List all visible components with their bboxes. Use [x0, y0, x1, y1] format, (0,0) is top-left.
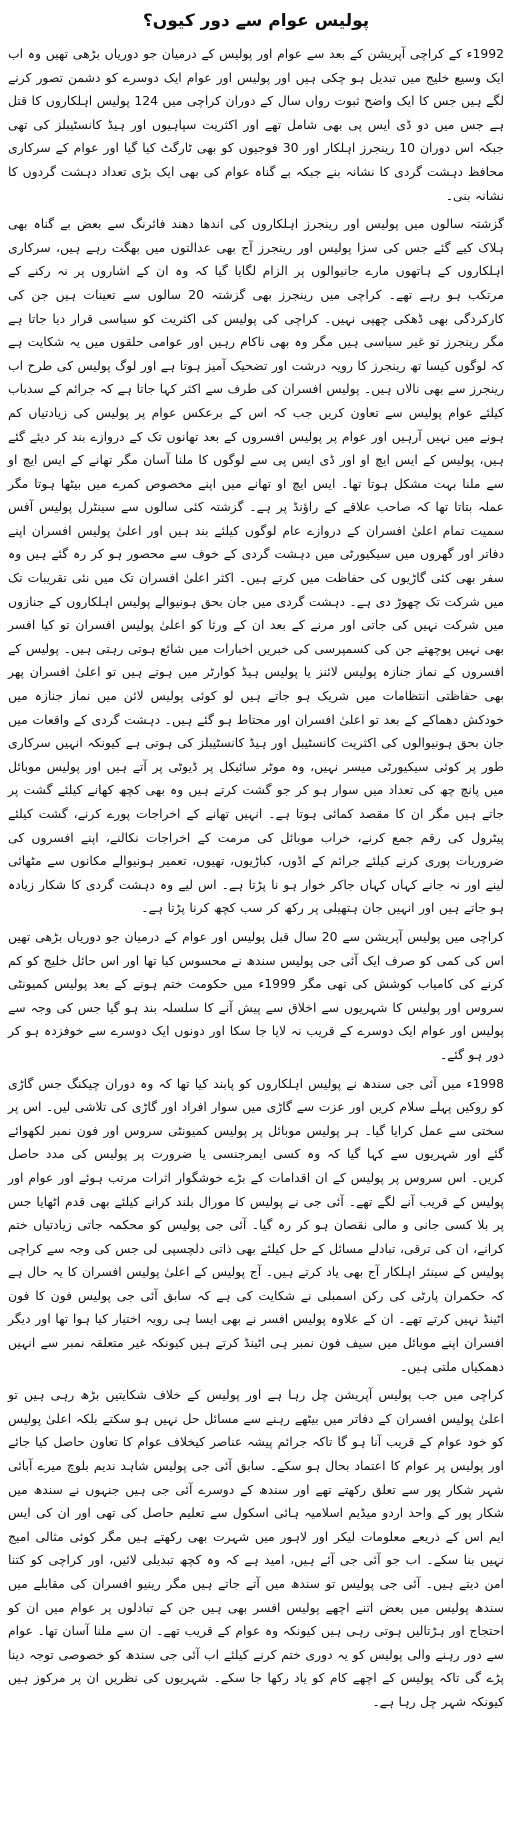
article-paragraph-2: گزشتہ سالوں میں پولیس اور رینجرز اہلکاروں کی اندھا دھند فائرنگ سے بعض بے گناہ بھی ہلاک کیے گئے جس کی سزا پولیس اور رینجرز آج بھی عدالتوں میں بھگت رہے ہیں، سرکاری اہلکاروں کے ہاتھوں مارے جانیوالوں پر الزام لگایا گیا کہ وہ ان کے اشاروں پر نہ رکنے کے مرتکب ہو رہے تھے۔ کراچی میں رینجرز بھی گزشتہ 20 سالوں سے تعینات ہیں جن کی کارکردگی بھی ڈھکی چھپی نہیں۔ کراچی کی پولیس کی اکثریت کو سیاسی قرار دیا جاتا ہے مگر رینجرز تو غیر سیاسی ہیں مگر وہ بھی ناکام رہیں اور عوامی حلقوں میں یہ شکایت ہے کہ لوگوں کیسا تھ رینجرز کا رویہ درشت اور تضحیک آمیز ہوتا ہے اور لوگ پولیس کی طرح اب رینجرز سے بھی نالاں ہیں۔ پولیس افسران کی طرف سے اکثر کہا جاتا ہے کہ جرائم کے سدباب کیلئے عوام پولیس سے تعاون کریں جب کہ اس کے برعکس عوام پر پولیس کی زیادتیاں کم ہونے میں نہیں آرہیں اور عوام پر پولیس افسروں کے بعد تھانوں تک کے دروازے بند کر دیئے گئے ہیں، پولیس کے ایس ایچ او اور ڈی ایس پی سے لوگوں کا ملنا آسان مگر تھانے کے ایس ایچ او سے ملنا بہت مشکل ہوتا تھا۔ ایس ایچ او تھانے میں اپنے مخصوص کمرے میں بیٹھا ہوتا مگر عملہ بتاتا تھا کہ صاحب علاقے کے راؤنڈ پر ہے۔ گزشتہ کئی سالوں سے سینٹرل پولیس آفس سمیت تمام اعلیٰ افسران کے دروازے عام لوگوں کیلئے بند ہیں اور اعلیٰ پولیس افسران اپنے دفاتر اور گھروں میں سیکیورٹی میں دہشت گردی کے خوف سے محصور ہو کر رہ گئے ہیں وہ سفر بھی کئی گاڑیوں کی حفاظت میں کرتے ہیں۔ اکثر اعلیٰ افسران تک میں نئی تقریبات تک میں شرکت تک چھوڑ دی ہے۔ دہشت گردی میں جان بحق ہونیوالے پولیس اہلکاروں کے جنازوں میں شرکت نہیں کی جاتی اور مرنے کے بعد ان کے ورثا کو اعلیٰ پولیس افسران تو کیا افسر بھی نہیں پوچھتے جن کی کسمپرسی کی خبریں اخبارات میں شائع ہوتی رہتی ہیں۔ پولیس کے افسروں کے نماز جنازہ پولیس لائنز یا پولیس ہیڈ کوارٹر میں ہوتے ہیں تو اعلیٰ افسران پھر بھی حفاظتی انتظامات میں شریک ہو جاتے ہیں لو کوئی پولیس لائن میں نماز جنازہ میں خودکش دھماکے کے بعد تو اعلیٰ افسران اور محتاط ہو گئے ہیں۔ دہشت گردی کے واقعات میں جان بحق ہونیوالوں کی اکثریت کانسٹیبل اور ہیڈ کانسٹیبلز کی ہوتی ہے کیونکہ انہیں سرکاری طور پر کوئی سیکیورٹی میسر نہیں، وہ موٹر سائیکل پر ڈیوٹی پر آتے ہیں اور پولیس موبائل میں پانچ چھ کی تعداد میں سوار ہو کر جو گشت کرتے ہیں وہ بھی کچھ کھانے کیلئے گشت پر جاتے ہیں مگر ان کا مقصد کمائی ہوتا ہے۔ انہیں تھانے کے اخراجات پورے کرنے، گشت کیلئے پیٹرول کی رقم جمع کرنے، خراب موبائل کی مرمت کے اخراجات نکالنے، اپنے افسروں کی ضروریات پوری کرنے کیلئے جرائم کے اڈوں، کباڑیوں، تھیوں، تعمیر ہونیوالے مکانوں سے مٹھائی لینے اور نہ جانے کہاں کہاں جاکر خوار ہو نا پڑتا ہے۔ اس لیے وہ دہشت گردی کا شکار زیادہ ہو جاتے ہیں اور انہیں جان ہتھیلی پر رکھ کر سب کچھ کرنا پڑتا ہے۔ [8, 216, 504, 916]
article-paragraph-1: 1992ء کے کراچی آپریشن کے بعد سے عوام اور پولیس کے درمیان جو دوریاں بڑھی تھیں وہ اب ایک وسیع خلیج میں تبدیل ہو چکی ہیں اور پولیس اور عوام ایک دوسرے کو دشمن تصور کرنے لگے ہیں جس کا ایک واضح ثبوت رواں سال کے دوران کراچی میں 124 پولیس اہلکاروں کا قتل ہے جس میں دو ڈی ایس پی بھی شامل تھے اور اکثریت سپاہیوں اور ہیڈ کانسٹیبلز کی تھی جبکہ اس دوران 10 رینجرز اہلکار اور 30 فوجیوں کو بھی ٹارگٹ کیا گیا اور عوام کے سرکاری محافظ دہشت گردی کا نشانہ بنے جبکہ بے گناہ عوام کی بھی ایک بڑی تعداد دہشت گردوں کا نشانہ بنی۔ [8, 46, 504, 203]
article-paragraph-3: کراچی میں پولیس آپریشن سے 20 سال قبل پولیس اور عوام کے درمیان جو دوریاں بڑھی تھیں اس کی کمی کو صرف ایک آئی جی پولیس سندھ نے محسوس کیا تھا اور اس حائل خلیج کو کم کرنے کی کامیاب کوشش کی تھی مگر 1999ء میں حکومت ختم ہونے کے بعد پولیس کمیونٹی سروس اور پولیس کا شہریوں سے اخلاق سے پیش آنے کا سلسلہ بند ہو گیا جس کی وجہ سے پولیس اور عوام ایک دوسرے کے قریب نہ لایا جا سکا اور دونوں ایک دوسرے سے خوفزدہ ہو کر دور ہو گئے۔ [8, 928, 504, 1062]
article-paragraph-4: 1998ء میں آئی جی سندھ نے پولیس اہلکاروں کو پابند کیا تھا کہ وہ دوران چیکنگ جس گاڑی کو روکیں پہلے سلام کریں اور عزت سے گاڑی میں سوار افراد اور گاڑی کی تلاشی لیں۔ اس پر سختی سے عمل کرایا گیا۔ ہر پولیس موبائل پر پولیس کمیونٹی سروس اور فون نمبر لکھوائے گئے اور شہریوں سے کہا گیا کہ وہ کسی ایمرجنسی یا ضرورت پر پولیس کی مدد حاصل کریں۔ اس سروس پر پولیس کے ان اقدامات کے بڑے خوشگوار اثرات مرتب ہوئے اور عوام اور پولیس کے قریب آنے لگے تھے۔ آئی جی نے پولیس کا مورال بلند کرانے کیلئے بھی قدم اٹھایا جس پر بلا کسی جانی و مالی نقصان ہو کر رہ گیا۔ آئی جی پولیس کو محکمہ جاتی زیادتیاں ختم کرانے، ان کی ترقی، تبادلے مسائل کے حل کیلئے بھی ذاتی دلچسپی لی جس کی وجہ سے کراچی پولیس کے سینئر اہلکار آج بھی یاد کرتے ہیں۔ آج پولیس کے اعلیٰ پولیس افسران کا یہ حال ہے کہ حکمران پارٹی کی رکن اسمبلی نے شکایت کی ہے کہ سابق آئی جی پولیس فون کا فون اٹینڈ نہیں کرتے تھے۔ ان کے علاوہ پولیس افسر نے بھی ایسا ہی رویہ اختیار کیا ہوا تھا اور دیگر افسران اپنے موبائل میں سیف فون نمبر ہی اٹینڈ کرتے ہیں کیونکہ غیر متعلقہ نمبر سے انہیں دھمکیاں ملتی ہیں۔ [8, 1075, 504, 1374]
article-headline: پولیس عوام سے دور کیوں؟ [142, 11, 370, 31]
article-paragraph-5: کراچی میں جب پولیس آپریشن چل رہا ہے اور پولیس کے خلاف شکایتیں بڑھ رہی ہیں تو اعلیٰ پولیس افسران کے دفاتر میں بیٹھے رہنے سے مسائل حل نہیں ہو سکتے بلکہ اعلیٰ پولیس کو خود عوام کے قریب آنا ہو گا تاکہ جرائم پیشہ عناصر کیخلاف عوام کا تعاون حاصل کیا جائے اور پولیس پر عوام کا اعتماد بحال ہو سکے۔ سابق آئی جی پولیس شاہد ندیم بلوچ میرے آبائی شہر شکار پور سے تعلق رکھتے تھے اور سندھ کے دوسرے آئی جی ہیں جنہوں نے سندھ میں شکار پور کے واحد اردو میڈیم اسلامیہ ہائی اسکول سے تعلیم حاصل کی تھی اور ان کی ایس ایم اس کے ذریعے معلومات لیکر اور لاہور میں شہرت بھی رکھتے ہیں مگر کوئی مثالی امیج نہیں بنا سکے۔ اب جو آئی جی آئے ہیں، امید ہے کہ وہ کچھ تبدیلی لائیں، اور کراچی کو کتنا امن دیتے ہیں۔ آئی جی پولیس تو سندھ میں آتے جاتے ہیں مگر رینیو افسران کی مقابلے میں سندھ پولیس میں بعض اتنے اچھے پولیس افسر بھی ہیں جن کے تبادلوں پر عوام میں ان کو احتجاج اور ہڑتالیں ہوتی رہی ہیں کیونکہ وہ عوام کے قریب تھے۔ ان سے ملنا آسان تھا۔ عوام سے دور رہنے والی پولیس کو یہ دوری ختم کرنے کیلئے اب آئی جی سندھ کو خصوصی توجہ دینا پڑے گی تاکہ پولیس کے اچھے کام کو یاد رکھا جا سکے۔ شہریوں کی نظریں ان پر مرکوز ہیں کیونکہ شہر چل رہا ہے۔ [8, 1387, 504, 1709]
